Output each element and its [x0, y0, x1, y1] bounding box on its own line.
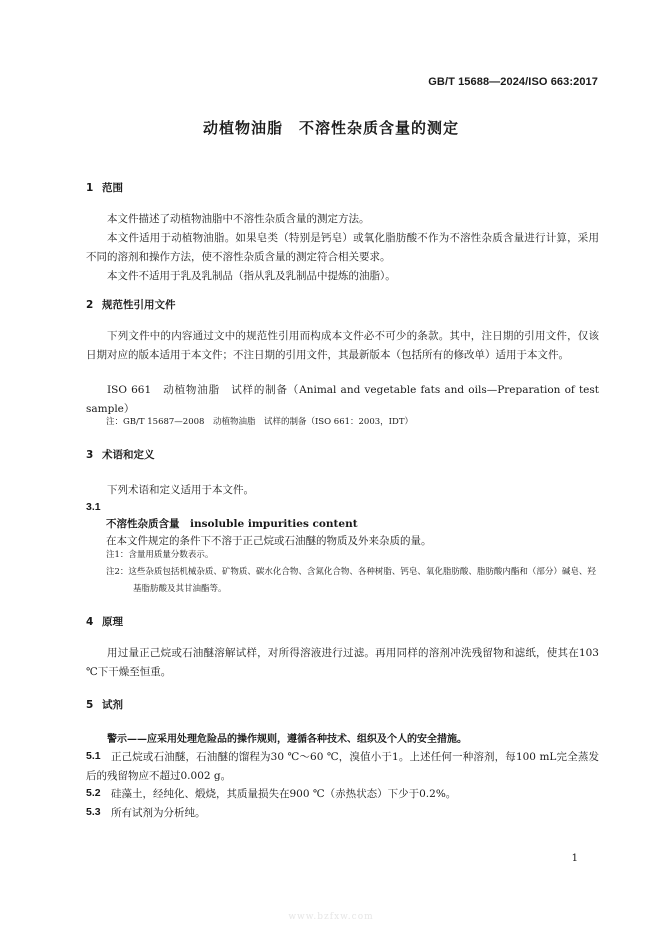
reagent-item: 硅藻土，经纯化、煅烧，其质量损失在900 ℃（赤热状态）下少于0.2%。: [111, 788, 457, 800]
section-5-heading: [86, 697, 123, 712]
reagent-item: 正己烷或石油醚，石油醚的馏程为30 ℃～60 ℃，溴值小于1。上述任何一种溶剂，每100 mL完全蒸发后的残留物应不超过0.002 g。: [86, 751, 599, 782]
term-chinese: 不溶性杂质含量: [106, 518, 180, 530]
section-4-heading: [86, 614, 123, 629]
section-title: 原理: [102, 616, 123, 628]
safety-warning: 警示——应采用处理危险品的操作规则，遵循各种技术、组织及个人的安全措施。: [107, 734, 467, 745]
section-number: 4: [86, 616, 94, 628]
paragraph: 本文件描述了动植物油脂中不溶性杂质含量的测定方法。: [107, 213, 370, 225]
section-number: 1: [86, 182, 94, 194]
section-number: 3: [86, 449, 94, 461]
term-number: 3.1: [86, 501, 101, 513]
document-title: 动植物油脂 不溶性杂质含量的测定: [202, 119, 459, 137]
term-english: insoluble impurities content: [190, 518, 358, 530]
item-number: 5.3: [86, 806, 101, 818]
section-number: 5: [86, 699, 94, 711]
standard-code: GB/T 15688—2024/ISO 663:2017: [428, 76, 598, 88]
section-3-heading: [86, 447, 155, 462]
section-title: 规范性引用文件: [102, 299, 176, 311]
paragraph: 用过量正己烷或石油醚溶解试样，对所得溶液进行过滤。再用同样的溶剂冲洗残留物和滤纸，使其在103 ℃下干燥至恒重。: [86, 647, 599, 678]
section-title: 试剂: [102, 699, 123, 711]
paragraph: 本文件不适用于乳及乳制品（指从乳及乳制品中提炼的油脂）。: [107, 270, 396, 282]
item-number: 5.2: [86, 787, 101, 799]
section-title: 术语和定义: [102, 449, 155, 461]
page-number: 1: [571, 853, 578, 864]
section-2-heading: [86, 297, 176, 312]
normative-reference: ISO 661 动植物油脂 试样的制备（Animal and vegetable fats and oils—Preparation of test sample）: [86, 384, 599, 415]
paragraph: 下列文件中的内容通过文中的规范性引用而构成本文件必不可少的条款。其中，注日期的引用文件，仅该日期对应的版本适用于本文件；不注日期的引用文件，其最新版本（包括所有的修改单）适用于本文件。: [86, 330, 599, 361]
item-number: 5.1: [86, 750, 101, 762]
section-number: 2: [86, 299, 94, 311]
term-definition: 在本文件规定的条件下不溶于正己烷或石油醚的物质及外来杂质的量。: [106, 535, 432, 547]
paragraph: 本文件适用于动植物油脂。如果皂类（特别是钙皂）或氧化脂肪酸不作为不溶性杂质含量进行计算，采用不同的溶剂和操作方法，使不溶性杂质含量的测定符合相关要求。: [86, 232, 599, 263]
reagent-item: 所有试剂为分析纯。: [111, 807, 206, 819]
section-1-heading: [86, 180, 123, 195]
note: 注1：含量用质量分数表示。: [106, 550, 214, 560]
paragraph: 下列术语和定义适用于本文件。: [107, 484, 254, 496]
watermark: www.bzfxw.com: [288, 912, 374, 922]
note: 注：GB/T 15687—2008 动植物油脂 试样的制备（ISO 661：2003，IDT）: [106, 417, 413, 427]
note: 注2：这些杂质包括机械杂质、矿物质、碳水化合物、含氮化合物、各种树脂、钙皂、氧化脂肪酸、脂肪酸内酯和（部分）碱皂、羟基脂肪酸及其甘油酯等。: [106, 567, 596, 594]
section-title: 范围: [102, 182, 123, 194]
